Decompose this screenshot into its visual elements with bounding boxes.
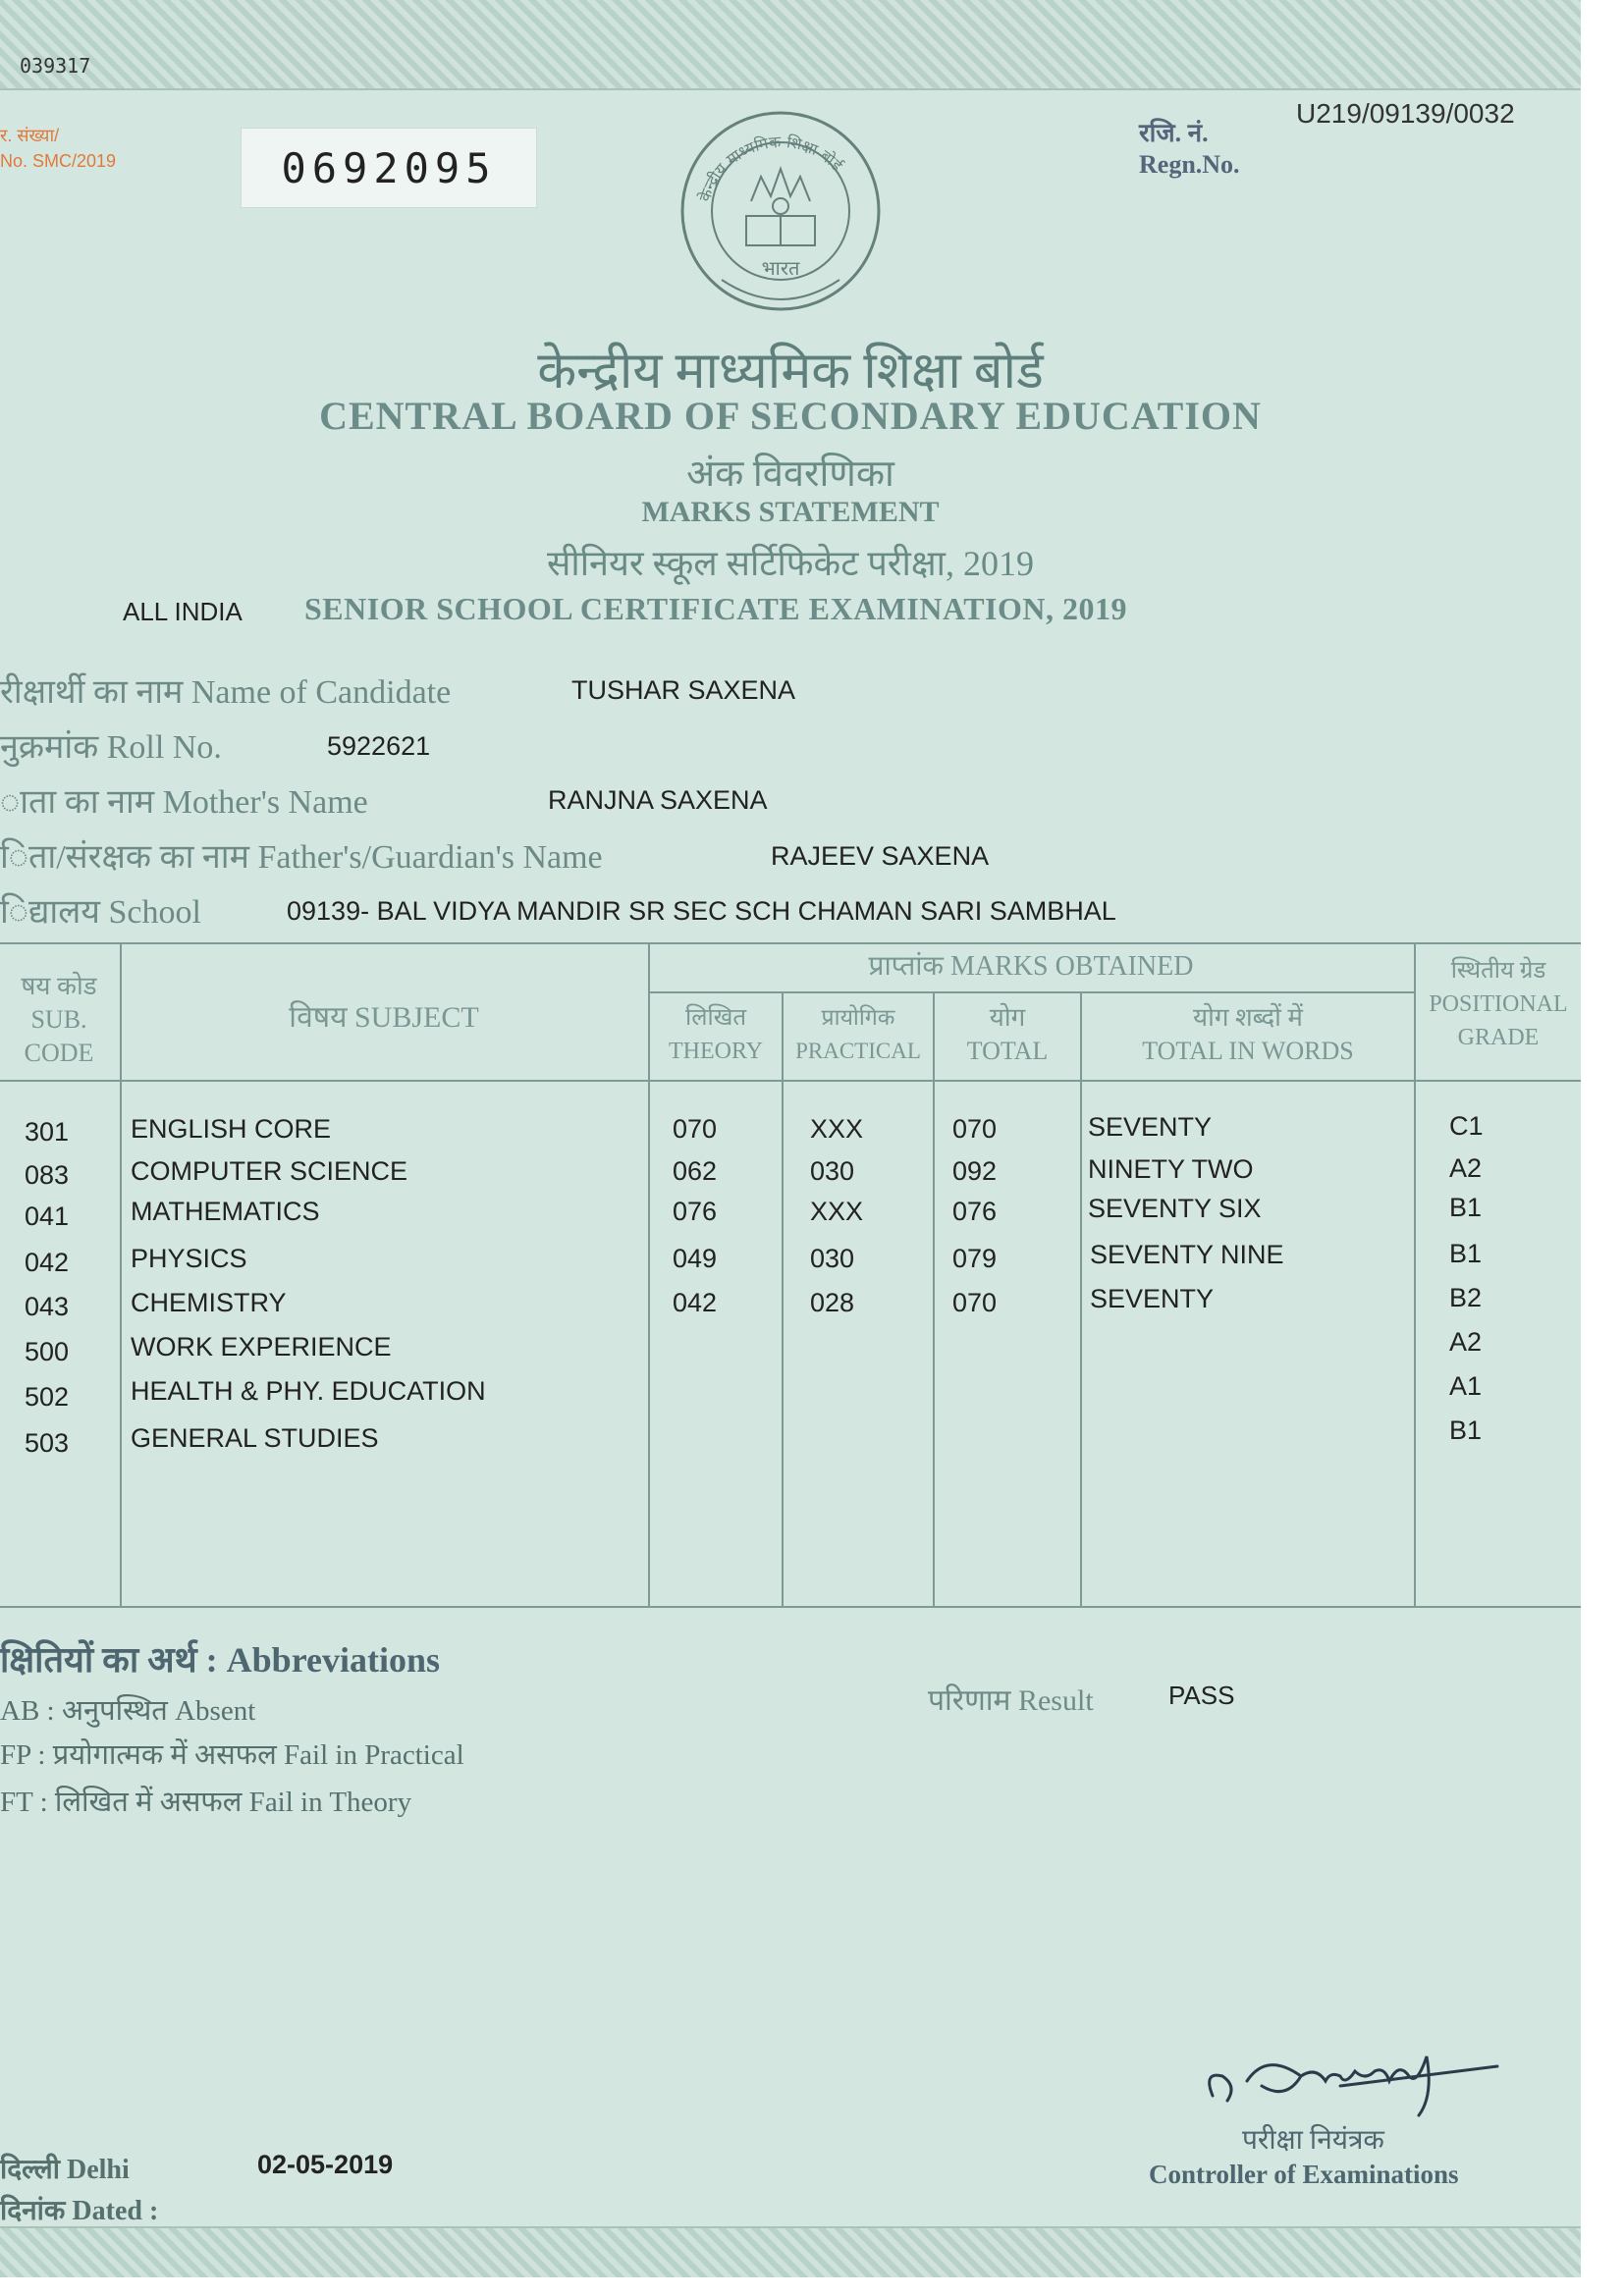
candidate-name: TUSHAR SAXENA: [571, 675, 796, 705]
table-rule: [0, 942, 1581, 944]
table-rule: [0, 1080, 1581, 1082]
board-name-hindi: केन्द्रीय माध्यमिक शिक्षा बोर्ड: [537, 344, 1044, 400]
header-line: TOTAL: [966, 1037, 1049, 1065]
logo-bottom-text: भारत: [761, 256, 800, 280]
roll-label: नुक्रमांक Roll No.: [0, 729, 222, 766]
cell-practical: 028: [810, 1288, 855, 1317]
header-line: TOTAL IN WORDS: [1142, 1037, 1354, 1065]
roll-number: 5922621: [327, 731, 431, 761]
cell-grade: B1: [1449, 1415, 1483, 1445]
abbreviation-absent: AB : अनुपस्थित Absent: [0, 1695, 256, 1727]
board-name-english: CENTRAL BOARD OF SECONDARY EDUCATION: [319, 394, 1262, 438]
school-label: िद्यालय School: [0, 894, 201, 931]
regn-value: U219/09139/0032: [1296, 98, 1515, 129]
cell-subject: PHYSICS: [131, 1244, 247, 1273]
school-name: 09139- BAL VIDYA MANDIR SR SEC SCH CHAMAN SARI SAMBHAL: [287, 896, 1116, 926]
header-subject: विषय SUBJECT: [289, 1001, 479, 1034]
header-line: SUB.: [30, 1005, 87, 1034]
table-rule: [0, 1606, 1581, 1608]
cell-subject: ENGLISH CORE: [131, 1114, 332, 1144]
cell-words: SEVENTY: [1088, 1112, 1213, 1142]
header-theory: [650, 1001, 782, 1068]
cell-code: 503: [25, 1428, 70, 1458]
cell-words: SEVENTY SIX: [1088, 1194, 1262, 1223]
issue-date: 02-05-2019: [257, 2150, 394, 2179]
cell-subject: CHEMISTRY: [131, 1288, 287, 1317]
cell-code: 041: [25, 1201, 70, 1231]
mother-name: RANJNA SAXENA: [548, 785, 768, 815]
guilloche-border-bottom: [0, 2226, 1581, 2277]
cell-words: SEVENTY NINE: [1090, 1240, 1284, 1269]
father-name-label: िता/संरक्षक का नाम Father's/Guardian's Name: [0, 839, 603, 876]
cell-theory: 062: [673, 1156, 718, 1186]
cell-practical: 030: [810, 1156, 855, 1186]
header-line: स्थितीय ग्रेड: [1450, 958, 1546, 984]
header-line: GRADE: [1457, 1025, 1540, 1050]
cell-code: 502: [25, 1382, 70, 1412]
mother-name-label: ाता का नाम Mother's Name: [0, 784, 368, 821]
cell-grade: A2: [1449, 1327, 1483, 1357]
cell-grade: A1: [1449, 1371, 1483, 1401]
abbreviation-fail-theory: FT : लिखित में असफल Fail in Theory: [0, 1787, 412, 1818]
place-label: दिल्ली Delhi: [0, 2155, 130, 2185]
cell-code: 042: [25, 1248, 70, 1277]
region-label: ALL INDIA: [123, 597, 243, 626]
table-rule: [120, 942, 122, 1606]
cell-grade: B1: [1449, 1193, 1483, 1222]
cell-practical: XXX: [810, 1197, 864, 1226]
doc-title-hindi: अंक विवरणिका: [686, 454, 894, 495]
header-line: योग: [989, 1003, 1026, 1032]
candidate-name-label: रीक्षार्थी का नाम Name of Candidate: [0, 674, 452, 711]
header-positional-grade: [1416, 954, 1581, 1054]
cell-code: 500: [25, 1337, 70, 1366]
header-practical: [784, 1001, 933, 1068]
header-line: षय कोड: [21, 972, 97, 1000]
cell-total: 079: [952, 1244, 998, 1273]
header-line: THEORY: [669, 1039, 763, 1064]
cell-code: 083: [25, 1160, 70, 1190]
table-rule: [933, 991, 935, 1606]
table-rule: [648, 991, 1414, 993]
cell-theory: 049: [673, 1244, 718, 1273]
signature-icon: [1193, 2027, 1507, 2135]
logo-ring-text: केन्द्रीय माध्यमिक शिक्षा बोर्ड: [694, 132, 846, 204]
cell-code: 301: [25, 1117, 70, 1147]
marks-table: [0, 942, 1581, 1610]
header-sub-code: [0, 970, 118, 1070]
orange-tag-line: No. SMC/2019: [0, 151, 117, 171]
cell-subject: MATHEMATICS: [131, 1197, 320, 1226]
certificate-number: 0692095: [241, 128, 537, 208]
cell-subject: GENERAL STUDIES: [131, 1423, 379, 1453]
cell-theory: 042: [673, 1288, 718, 1317]
header-marks-obtained: प्राप्तांक MARKS OBTAINED: [868, 951, 1194, 982]
cell-words: NINETY TWO: [1088, 1154, 1254, 1184]
orange-tag: [0, 123, 116, 174]
header-line: PRACTICAL: [795, 1039, 921, 1063]
cell-words: SEVENTY: [1090, 1284, 1215, 1313]
cell-practical: 030: [810, 1244, 855, 1273]
serial-number: 039317: [20, 54, 91, 78]
cell-practical: XXX: [810, 1114, 864, 1144]
header-line: योग शब्दों में: [1193, 1003, 1303, 1032]
cell-grade: B1: [1449, 1239, 1483, 1268]
header-line: CODE: [24, 1039, 94, 1067]
cell-grade: B2: [1449, 1283, 1483, 1312]
controller-title-english: Controller of Examinations: [1149, 2160, 1459, 2189]
abbreviations-title: क्षितियों का अर्थ : Abbreviations: [0, 1640, 441, 1680]
regn-label-hi: रजि. नं.: [1139, 119, 1209, 147]
result-label: परिणाम Result: [928, 1684, 1094, 1717]
table-rule: [782, 991, 784, 1606]
doc-title-english: MARKS STATEMENT: [641, 496, 940, 528]
header-total-in-words: [1082, 1001, 1414, 1068]
cell-theory: 076: [673, 1197, 718, 1226]
dated-label: दिनांक Dated :: [0, 2196, 159, 2226]
header-total: [935, 1001, 1080, 1068]
guilloche-border-top: [0, 0, 1581, 90]
cell-total: 076: [952, 1197, 998, 1226]
abbreviation-fail-practical: FP : प्रयोगात्मक में असफल Fail in Practical: [0, 1739, 464, 1771]
exam-title-english: SENIOR SCHOOL CERTIFICATE EXAMINATION, 2019: [304, 591, 1127, 626]
cell-total: 070: [952, 1114, 998, 1144]
cell-subject: COMPUTER SCIENCE: [131, 1156, 408, 1186]
cell-code: 043: [25, 1292, 70, 1321]
cbse-logo-icon: [668, 108, 893, 334]
exam-title-hindi: सीनियर स्कूल सर्टिफिकेट परीक्षा, 2019: [547, 544, 1034, 583]
cell-subject: HEALTH & PHY. EDUCATION: [131, 1376, 486, 1406]
regn-label-en: Regn.No.: [1139, 150, 1240, 179]
controller-title-hindi: परीक्षा नियंत्रक: [1242, 2125, 1384, 2156]
cell-theory: 070: [673, 1114, 718, 1144]
regn-label: [1139, 118, 1240, 181]
header-line: लिखित: [684, 1005, 747, 1031]
cell-grade: A2: [1449, 1153, 1483, 1183]
orange-tag-line: र. संख्या/: [0, 126, 60, 145]
cell-total: 092: [952, 1156, 998, 1186]
header-line: POSITIONAL: [1429, 991, 1568, 1017]
cell-grade: C1: [1449, 1111, 1484, 1141]
cell-subject: WORK EXPERIENCE: [131, 1332, 392, 1362]
father-name: RAJEEV SAXENA: [771, 841, 990, 871]
header-line: प्रायोगिक: [821, 1005, 895, 1030]
table-rule: [1080, 991, 1082, 1606]
cell-total: 070: [952, 1288, 998, 1317]
result-value: PASS: [1168, 1681, 1235, 1710]
